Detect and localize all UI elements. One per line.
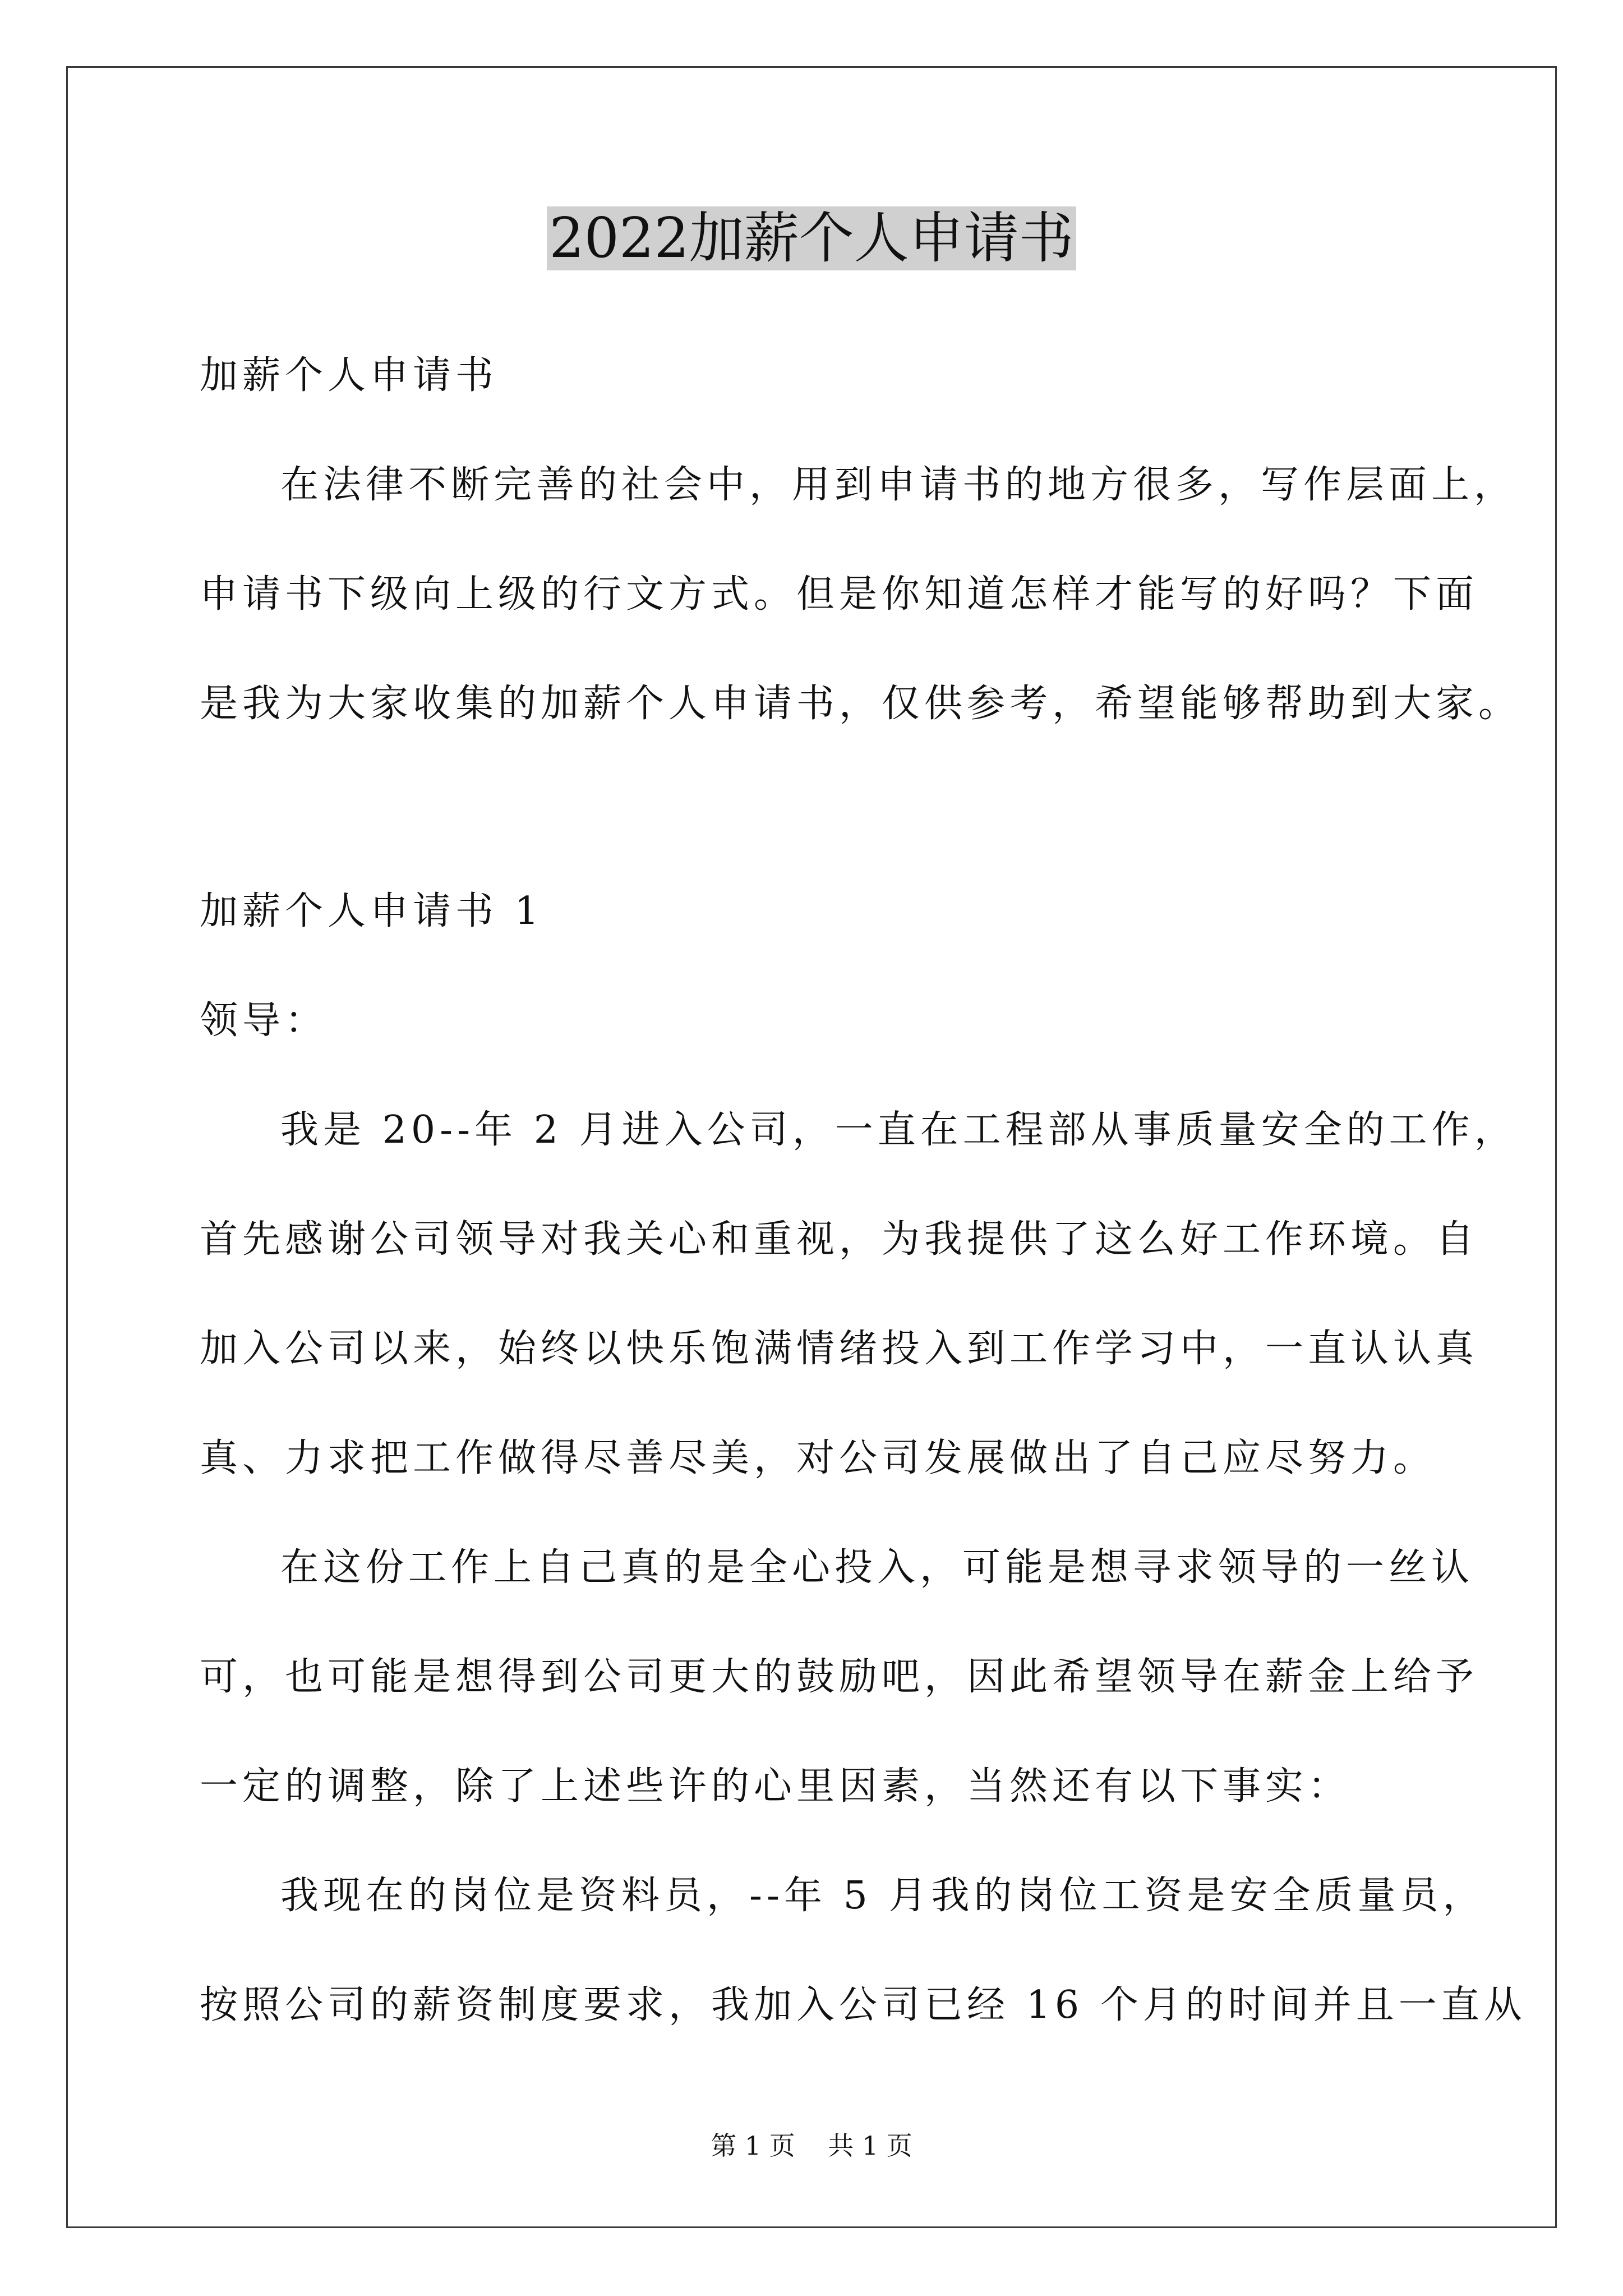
section-heading: 加薪个人申请书 1 (200, 889, 543, 933)
body-line: 在法律不断完善的社会中，用到申请书的地方很多，写作层面上， (280, 463, 1517, 507)
body-line: 首先感谢公司领导对我关心和重视，为我提供了这么好工作环境。自 (200, 1217, 1479, 1262)
salutation: 领导： (200, 999, 328, 1043)
body-line: 加入公司以来，始终以快乐饱满情绪投入到工作学习中，一直认认真 (200, 1327, 1479, 1371)
document-title (0, 199, 1623, 278)
page-footer: 第 1 页 共 1 页 (711, 2131, 912, 2161)
body-line: 我是 20--年 2 月进入公司，一直在工程部从事质量安全的工作， (280, 1108, 1517, 1152)
body-line: 可，也可能是想得到公司更大的鼓励吧，因此希望领导在薪金上给予 (200, 1655, 1479, 1699)
section-heading: 加薪个人申请书 (200, 353, 499, 398)
body-line: 真、力求把工作做得尽善尽美，对公司发展做出了自己应尽努力。 (200, 1436, 1436, 1480)
body-line: 申请书下级向上级的行文方式。但是你知道怎样才能写的好吗？下面 (200, 572, 1479, 616)
body-line: 一定的调整，除了上述些许的心里因素，当然还有以下事实： (200, 1764, 1351, 1809)
document-title-text: 2022加薪个人申请书 (547, 206, 1076, 270)
body-line: 我现在的岗位是资料员，--年 5 月我的岗位工资是安全质量员， (280, 1874, 1486, 1918)
body-line: 按照公司的薪资制度要求，我加入公司已经 16 个月的时间并且一直从 (200, 1983, 1527, 2027)
body-line: 在这份工作上自己真的是全心投入，可能是想寻求领导的一丝认 (280, 1545, 1474, 1590)
body-line: 是我为大家收集的加薪个人申请书，仅供参考，希望能够帮助到大家。 (200, 682, 1521, 726)
